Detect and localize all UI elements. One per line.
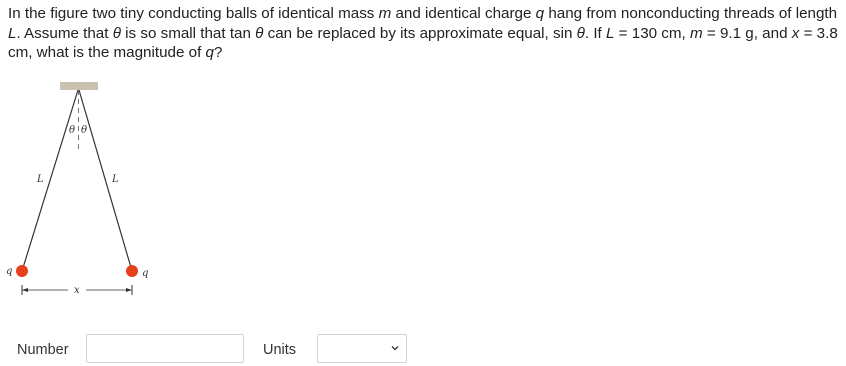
thread-left-label: L — [37, 174, 44, 185]
charged-ball-left — [16, 265, 28, 277]
separation-label: x — [74, 285, 80, 296]
ceiling-support — [60, 82, 98, 90]
number-label: Number — [17, 342, 69, 358]
thread-left — [22, 90, 78, 271]
theta-left-label: θ — [69, 125, 76, 136]
separation-arrowhead-right — [126, 288, 132, 292]
pendulum-figure — [0, 78, 170, 308]
thread-right-label: L — [112, 174, 119, 185]
chevron-down-icon — [391, 344, 399, 352]
charge-right-label: q — [142, 268, 149, 279]
units-label: Units — [263, 342, 297, 358]
separation-arrowhead-left — [22, 288, 28, 292]
thread-right — [79, 90, 132, 271]
theta-right-label: θ — [81, 125, 88, 136]
charged-ball-right — [126, 265, 138, 277]
units-dropdown[interactable] — [317, 334, 407, 363]
number-input[interactable] — [86, 334, 244, 363]
charge-left-label: q — [6, 266, 13, 277]
question-text: In the figure two tiny conducting balls of identical mass m and identical charge q hang from nonconducting threads of length L. Assume that θ is so small that tan θ can be replaced by its approximate equal, sin θ. If L = 130 cm, m = 9.1 g, and x = 3.8 cm, what is the magnitude of q? — [8, 5, 838, 61]
answer-row — [0, 332, 846, 366]
